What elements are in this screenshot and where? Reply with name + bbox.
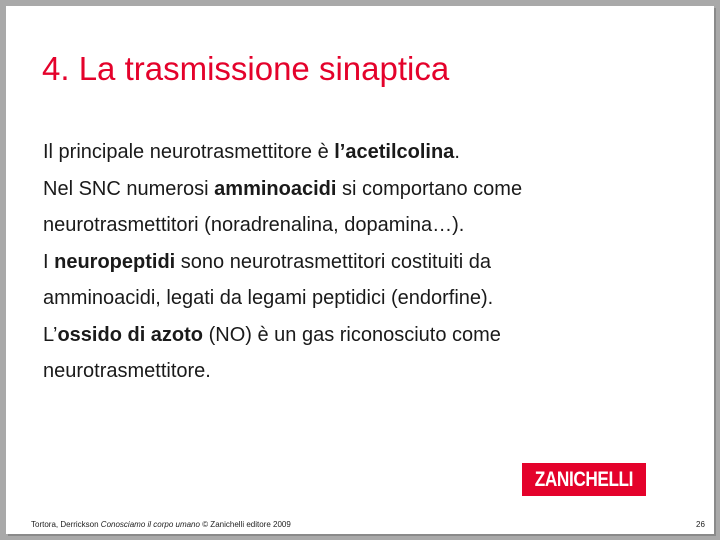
body-text: Nel SNC numerosi — [43, 177, 215, 200]
footer-book-title: Conosciamo il corpo umano — [100, 520, 200, 529]
body-line — [43, 280, 683, 317]
body-line — [43, 353, 683, 390]
body-text: I — [43, 250, 55, 273]
body-text: (NO) è un gas riconosciuto come — [203, 323, 501, 346]
body-line — [43, 171, 683, 208]
footer-authors: Tortora, Derrickson — [31, 520, 101, 529]
body-text: neurotrasmettitori (noradrenalina, dopamina…). — [43, 214, 465, 236]
page-number: 26 — [696, 520, 705, 529]
body-text: sono neurotrasmettitori costituiti da — [175, 250, 491, 273]
body-text: Il principale neurotrasmettitore è — [43, 141, 335, 163]
body-term: neuropeptidi — [54, 250, 176, 273]
logo-text: ZANICHELLI — [534, 467, 634, 491]
body-line — [43, 244, 683, 281]
body-line — [43, 207, 683, 244]
zanichelli-logo — [522, 463, 646, 496]
body-text: . — [454, 141, 460, 163]
slide — [6, 6, 714, 534]
body-term: l’acetilcolina — [334, 141, 455, 163]
slide-body — [43, 134, 683, 390]
body-line — [43, 317, 683, 354]
slide-title: 4. La trasmissione sinaptica — [42, 50, 450, 87]
body-text: si comportano come — [336, 177, 523, 200]
body-term: amminoacidi — [214, 177, 337, 200]
body-text: neurotrasmettitore. — [43, 360, 211, 382]
body-text: amminoacidi, legati da legami peptidici (endorfine). — [43, 287, 494, 309]
footer-citation — [31, 520, 291, 529]
footer-publisher: © Zanichelli editore 2009 — [199, 520, 291, 529]
body-term: ossido di azoto — [57, 323, 204, 346]
body-line — [43, 134, 683, 171]
body-text: L’ — [43, 323, 58, 346]
